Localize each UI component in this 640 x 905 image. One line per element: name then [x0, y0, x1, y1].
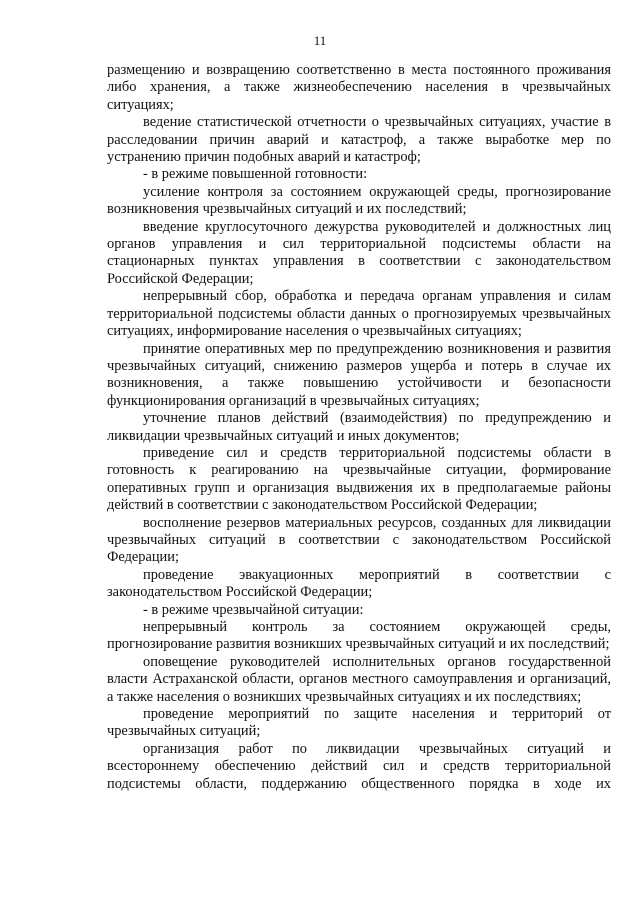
paragraph: размещению и возвращению соответственно в места постоянного проживания либо хранения, а также жизнеобеспечению населения в чрезвычайных ситуациях; — [107, 62, 611, 113]
paragraph: проведение мероприятий по защите населения и территорий от чрезвычайных ситуаций; — [107, 706, 611, 740]
page-number: 11 — [313, 33, 327, 48]
document-body — [107, 62, 611, 793]
paragraph: усиление контроля за состоянием окружающей среды, прогнозирование возникновения чрезвычайных ситуаций и их последствий; — [107, 183, 611, 218]
paragraph: уточнение планов действий (взаимодействия) по предупреждению и ликвидации чрезвычайных ситуаций и иных документов; — [107, 410, 611, 444]
paragraph: оповещение руководителей исполнительных органов государственной власти Астраханской области, органов местного самоуправления и организаций, а также населения о возникших чрезвычайных ситуациях и их последствиях; — [107, 653, 611, 705]
paragraph: организация работ по ликвидации чрезвычайных ситуаций и всестороннему обеспечению действий сил и средств территориальной подсистемы области, поддержанию общественного порядка в ходе их — [107, 740, 611, 792]
paragraph: введение круглосуточного дежурства руководителей и должностных лиц органов управления и сил территориальной подсистемы области на стационарных пунктах управления в соответствии с законодательством Российской Федерации; — [107, 218, 611, 287]
paragraph: ведение статистической отчетности о чрезвычайных ситуациях, участие в расследовании причин аварий и катастроф, а также выработке мер по устранению причин подобных аварий и катастроф; — [107, 114, 611, 166]
paragraph: восполнение резервов материальных ресурсов, созданных для ликвидации чрезвычайных ситуаций в соответствии с законодательством Российской Федерации; — [107, 514, 611, 566]
paragraph: приведение сил и средств территориальной подсистемы области в готовность к реагированию на чрезвычайные ситуации, формирование оперативных групп и организация выдвижения их в предполагаемые районы действий в соответствии с законодательством Российской Федерации; — [107, 444, 611, 514]
paragraph: принятие оперативных мер по предупреждению возникновения и развития чрезвычайных ситуаций, снижению размеров ущерба и потерь в случае их возникновения, а также повышению устойчивости и безопасности функционирования организаций в чрезвычайных ситуациях; — [107, 340, 611, 409]
paragraph: непрерывный контроль за состоянием окружающей среды, прогнозирование развития возникших чрезвычайных ситуаций и их последствий; — [107, 619, 611, 653]
mode-heading: - в режиме повышенной готовности: — [143, 166, 368, 183]
paragraph: проведение эвакуационных мероприятий в соответствии с законодательством Российской Федерации; — [107, 566, 611, 601]
paragraph: непрерывный сбор, обработка и передача органам управления и силам территориальной подсистемы области данных о прогнозируемых чрезвычайных ситуациях, информирование населения о чрезвычайных ситуациях; — [107, 288, 611, 340]
mode-heading: - в режиме чрезвычайной ситуации: — [143, 601, 364, 618]
